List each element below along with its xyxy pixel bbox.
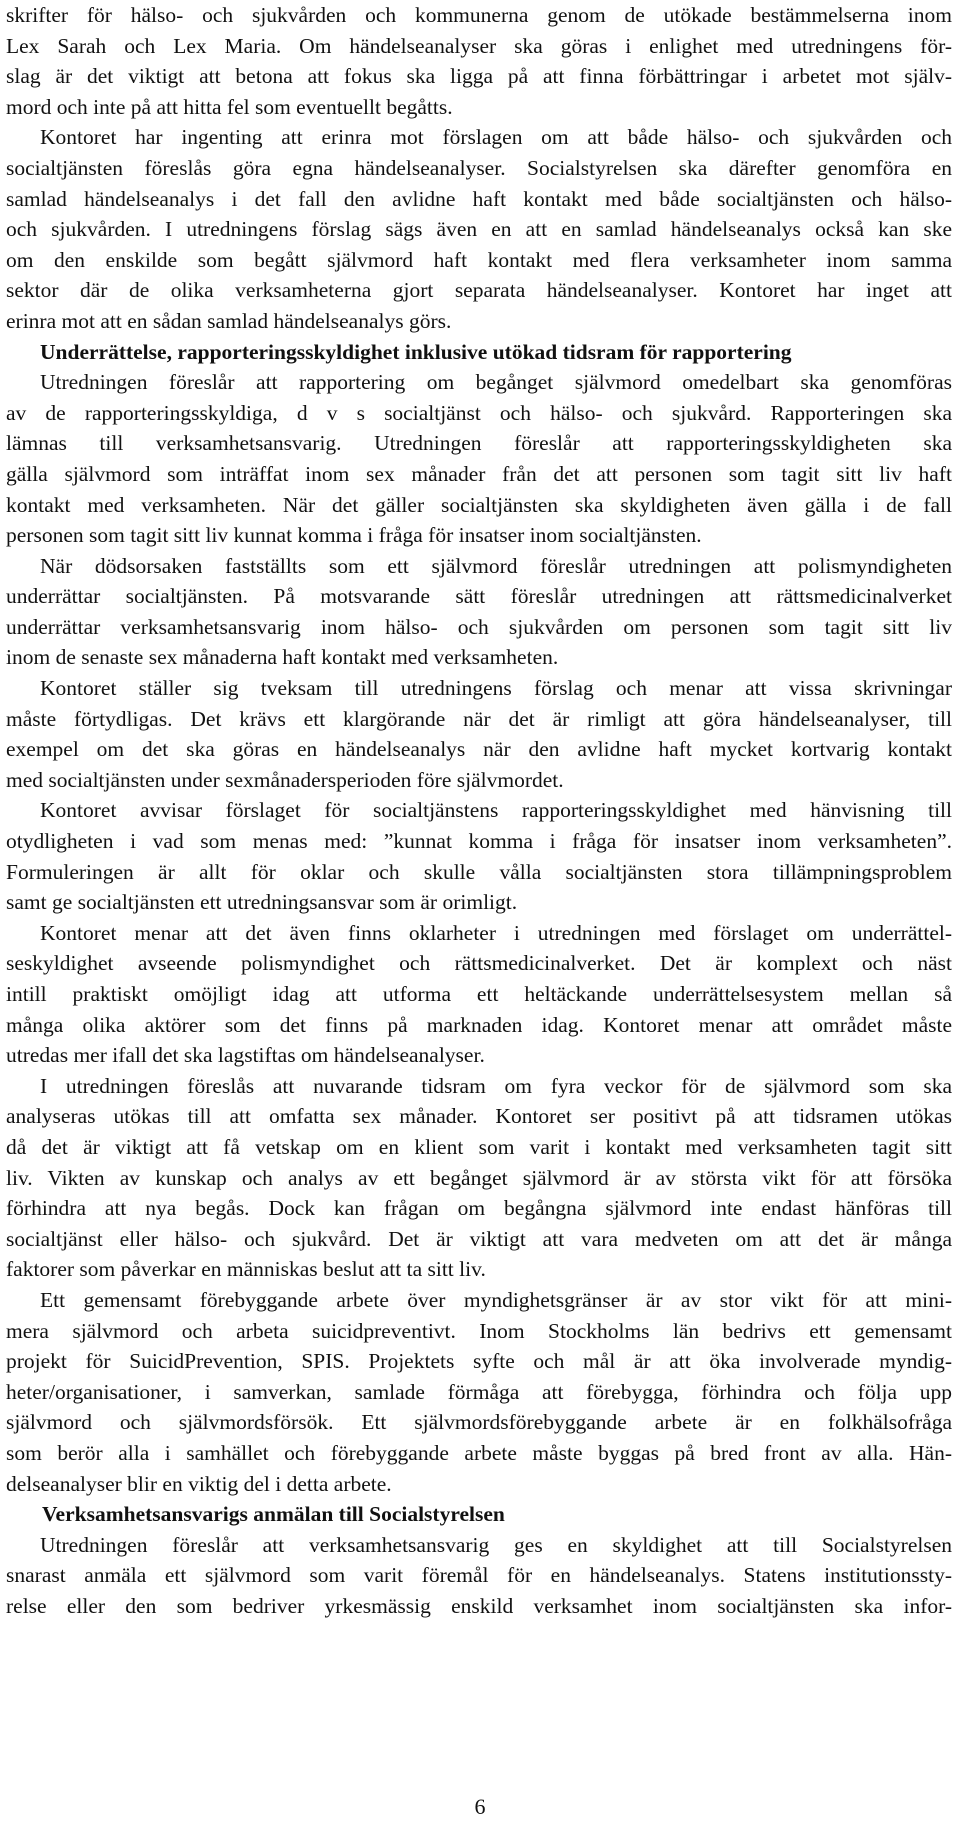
text-line: heter/organisationer, i samverkan, samlade förmåga att förebygga, förhindra och följa upp — [6, 1379, 952, 1404]
text-line: Formuleringen är allt för oklar och skulle vålla socialtjänsten stora tillämpningsproblem — [6, 859, 952, 884]
text-line: relse eller den som bedriver yrkesmässig enskild verksamhet inom socialtjänsten ska infor- — [6, 1593, 952, 1618]
document-body — [6, 0, 952, 1621]
text-line: sektor där de olika verksamheterna gjort separata händelseanalyser. Kontoret har inget att — [6, 278, 952, 303]
text-line: intill praktiskt omöjligt idag att utforma ett heltäckande underrättelsesystem mellan så — [6, 982, 952, 1006]
paragraph-last-line: samt ge socialtjänsten ett utredningsansvar som är orimligt. — [6, 890, 518, 915]
text-line: lämnas till verksamhetsansvarig. Utredningen föreslår att rapporteringsskyldigheten ska — [6, 431, 952, 456]
text-line: och sjukvården. I utredningens förslag sägs även en att en samlad händelseanalys också kan ske — [6, 217, 952, 242]
text-line: då det är viktigt att få vetskap om en klient som varit i kontakt med verksamheten tagit sitt — [6, 1134, 952, 1159]
text-line: skrifter för hälso- och sjukvården och kommunerna genom de utökade bestämmelserna inom — [6, 3, 952, 27]
text-line: som berör alla i samhället och förebyggande arbete måste byggas på bred front av alla. Hän- — [6, 1440, 952, 1465]
paragraph-last-line: personen som tagit sitt liv kunnat komma i fråga för insatser inom socialtjänsten. — [6, 523, 702, 548]
paragraph-first-line: Ett gemensamt förebyggande arbete över myndighetsgränser är av stor vikt för att mini- — [40, 1287, 952, 1312]
paragraph-last-line: erinra mot att en sådan samlad händelseanalys görs. — [6, 308, 452, 333]
text-line: projekt för SuicidPrevention, SPIS. Projektets syfte och mål är att öka involverade myndig- — [6, 1349, 952, 1374]
section-heading: Underrättelse, rapporteringsskyldighet inklusive utökad tidsram för rapportering — [40, 339, 792, 364]
paragraph-last-line: utredas mer ifall det ska lagstiftas om händelseanalyser. — [6, 1043, 485, 1068]
text-line: otydligheten i vad som menas med: ”kunnat komma i fråga för insatser inom verksamheten”. — [6, 829, 952, 854]
text-line: samlad händelseanalys i det fall den avlidne haft kontakt med både socialtjänsten och hälso- — [6, 186, 952, 211]
paragraph-first-line: När dödsorsaken fastställts som ett självmord föreslår utredningen att polismyndigheten — [40, 553, 952, 578]
paragraph-first-line: Kontoret har ingenting att erinra mot förslagen om att både hälso- och sjukvården och — [40, 125, 952, 150]
paragraph-first-line: Kontoret ställer sig tveksam till utredningens förslag och menar att vissa skrivningar — [40, 676, 952, 701]
text-line: analyseras utökas till att omfatta sex månader. Kontoret ser positivt på att tidsramen utökas — [6, 1104, 952, 1129]
text-line: snarast anmäla ett självmord som varit föremål för en händelseanalys. Statens institutionssty- — [6, 1563, 952, 1588]
text-line: Lex Sarah och Lex Maria. Om händelseanalyser ska göras i enlighet med utredningens för- — [6, 33, 952, 58]
paragraph-first-line: Kontoret menar att det även finns oklarheter i utredningen med förslaget om underrättel- — [40, 920, 952, 945]
paragraph-first-line: I utredningen föreslås att nuvarande tidsram om fyra veckor för de självmord som ska — [40, 1073, 952, 1098]
paragraph-last-line: mord och inte på att hitta fel som eventuellt begåtts. — [6, 94, 453, 119]
paragraph-first-line: Utredningen föreslår att rapportering om begånget självmord omedelbart ska genomföras — [40, 370, 952, 395]
text-line: exempel om det ska göras en händelseanalys när den avlidne haft mycket kortvarig kontakt — [6, 737, 952, 762]
text-line: socialtjänst eller hälso- och sjukvård. Det är viktigt att vara medveten om att det är många — [6, 1226, 952, 1251]
text-line: självmord och självmordsförsök. Ett självmordsförebyggande arbete är en folkhälsofråga — [6, 1410, 952, 1435]
text-line: seskyldighet avseende polismyndighet och rättsmedicinalverket. Det är komplext och näst — [6, 951, 952, 976]
paragraph-last-line: delseanalyser blir en viktig del i detta arbete. — [6, 1471, 392, 1496]
paragraph-last-line: inom de senaste sex månaderna haft kontakt med verksamheten. — [6, 645, 559, 670]
text-line: socialtjänsten föreslås göra egna händelseanalyser. Socialstyrelsen ska därefter genomföra en — [6, 155, 952, 180]
text-line: av de rapporteringsskyldiga, d v s socialtjänst och hälso- och sjukvård. Rapporteringen ska — [6, 400, 952, 425]
text-line: måste förtydligas. Det krävs ett klargörande när det är rimligt att göra händelseanalyser, till — [6, 706, 952, 731]
text-line: gälla självmord som inträffat inom sex månader från det att personen som tagit sitt liv haft — [6, 461, 952, 486]
paragraph-first-line: Utredningen föreslår att verksamhetsansvarig ges en skyldighet att till Socialstyrelsen — [40, 1532, 952, 1557]
text-line: mera självmord och arbeta suicidpreventivt. Inom Stockholms län bedrivs ett gemensamt — [6, 1318, 952, 1343]
text-line: underrättar verksamhetsansvarig inom hälso- och sjukvården om personen som tagit sitt liv — [6, 614, 952, 639]
paragraph-first-line: Kontoret avvisar förslaget för socialtjänstens rapporteringsskyldighet med hänvisning till — [40, 798, 952, 823]
text-line: många olika aktörer som det finns på marknaden idag. Kontoret menar att området måste — [6, 1012, 952, 1037]
text-line: underrättar socialtjänsten. På motsvarande sätt föreslår utredningen att rättsmedicinalverket — [6, 584, 952, 609]
text-line: om den enskilde som begått självmord haft kontakt med flera verksamheter inom samma — [6, 247, 952, 272]
paragraph-last-line: med socialtjänsten under sexmånadersperioden före självmordet. — [6, 767, 564, 792]
text-line: slag är det viktigt att betona att fokus ska ligga på att finna förbättringar i arbetet mot själv- — [6, 64, 952, 89]
text-line: förhindra att nya begås. Dock kan frågan om begångna självmord inte endast hänföras till — [6, 1196, 952, 1221]
page-number: 6 — [474, 1794, 486, 1819]
text-line: kontakt med verksamheten. När det gäller socialtjänsten ska skyldigheten även gälla i de fall — [6, 492, 952, 517]
section-heading: Verksamhetsansvarigs anmälan till Socialstyrelsen — [42, 1502, 505, 1527]
text-line: liv. Vikten av kunskap och analys av ett begånget självmord är av största vikt för att försöka — [6, 1165, 952, 1190]
paragraph-last-line: faktorer som påverkar en människas beslut att ta sitt liv. — [6, 1257, 486, 1282]
